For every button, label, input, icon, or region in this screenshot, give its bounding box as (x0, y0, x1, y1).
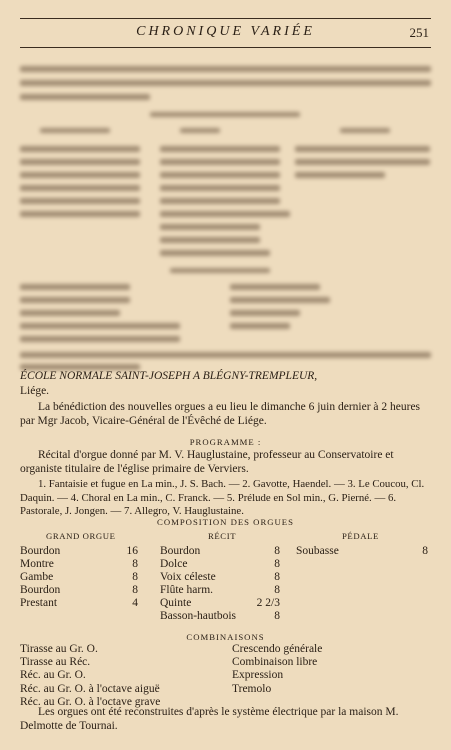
recit-stop-size: 2 2/3 (256, 597, 280, 609)
pedale-stop-size: 8 (422, 545, 428, 557)
recit-stop-size: 8 (274, 545, 280, 557)
running-header (20, 18, 431, 48)
benediction-paragraph: La bénédiction des nouvelles orgues a eu lieu le dimanche 6 juin dernier à 2 heures par Mgr Jacob, Vicaire-Général de l'Évêché de Liége. (20, 401, 421, 427)
combinaison-item: Expression (232, 669, 284, 682)
recit-stop-name: Flûte harm. (160, 584, 214, 596)
grand_orgue-stop-size: 8 (132, 558, 138, 570)
recital-paragraph (20, 448, 431, 476)
school-heading (20, 369, 431, 398)
grand_orgue-stop-name: Bourdon (20, 545, 61, 557)
grand-orgue-heading: GRAND ORGUE (46, 531, 116, 541)
combinaison-item: Réc. au Gr. O. (20, 669, 86, 682)
grand_orgue-stop-size: 8 (132, 584, 138, 596)
combinaisons-right (232, 643, 422, 696)
programme-items: 1. Fantaisie et fugue en La min., J. S. Bach. — 2. Gavotte, Haendel. — 3. Le Coucou, Cl. Daquin. — 4. Choral en La min., C. Franck. — 5. Prélude en Sol min., G. Pierné. — 6. Pastorale, J. Jongen. — 7. Allegro, V. Hauglustaine. (20, 478, 425, 517)
recit-stop-size: 8 (274, 571, 280, 583)
page-number: 251 (409, 25, 429, 40)
recit-stops (160, 545, 282, 625)
recital-text: Récital d'orgue donné par M. V. Hauglustaine, professeur au Conservatoire et organiste titulaire de l'église primaire de Verviers. (20, 449, 394, 475)
pedale-stops (296, 545, 430, 565)
school-name: ÉCOLE NORMALE SAINT-JOSEPH A BLÉGNY-TREMPLEUR, (20, 370, 318, 382)
recit-stop-name: Basson-hautbois (160, 610, 237, 622)
composition-heading: COMPOSITION DES ORGUES (157, 517, 294, 527)
combinaisons-heading: COMBINAISONS (186, 632, 265, 642)
combinaison-item: Crescendo générale (232, 643, 323, 655)
combinaison-item: Réc. au Gr. O. à l'octave grave (20, 695, 161, 708)
recit-stop-name: Voix céleste (160, 571, 216, 583)
recit-stop-name: Quinte (160, 597, 192, 609)
combinaison-item: Tremolo (232, 682, 272, 695)
grand_orgue-stop-size: 16 (126, 545, 138, 557)
recit-stop-size: 8 (274, 584, 280, 596)
grand_orgue-stop-name: Prestant (20, 597, 58, 609)
pedale-heading: PÉDALE (342, 531, 379, 541)
combinaisons-left (20, 643, 240, 709)
combinaison-item: Tirasse au Réc. (20, 656, 91, 669)
recit-heading: RÉCIT (208, 531, 237, 541)
pedale-stop-name: Soubasse (296, 545, 339, 557)
grand_orgue-stop-name: Bourdon (20, 584, 61, 596)
recit-stop-name: Bourdon (160, 545, 201, 557)
closing-note: Les orgues ont été reconstruites d'après le système électrique par la maison M. Delmotte de Tournai. (20, 706, 399, 732)
grand_orgue-stop-name: Montre (20, 558, 54, 570)
header-title: CHRONIQUE VARIÉE (136, 24, 315, 39)
blurred-previous-section (20, 62, 431, 362)
grand-orgue-stops (20, 545, 142, 615)
recit-stop-size: 8 (274, 610, 280, 622)
programme-heading: PROGRAMME : (189, 437, 262, 447)
combinaison-item: Tirasse au Gr. O. (20, 643, 98, 655)
combinaison-item: Combinaison libre (232, 656, 318, 669)
school-city: Liége. (20, 385, 50, 397)
recit-stop-size: 8 (274, 558, 280, 570)
grand_orgue-stop-name: Gambe (20, 571, 54, 583)
recit-stop-name: Dolce (160, 558, 188, 570)
grand_orgue-stop-size: 8 (132, 571, 138, 583)
grand_orgue-stop-size: 4 (132, 597, 138, 609)
combinaison-item: Réc. au Gr. O. à l'octave aiguë (20, 682, 160, 695)
